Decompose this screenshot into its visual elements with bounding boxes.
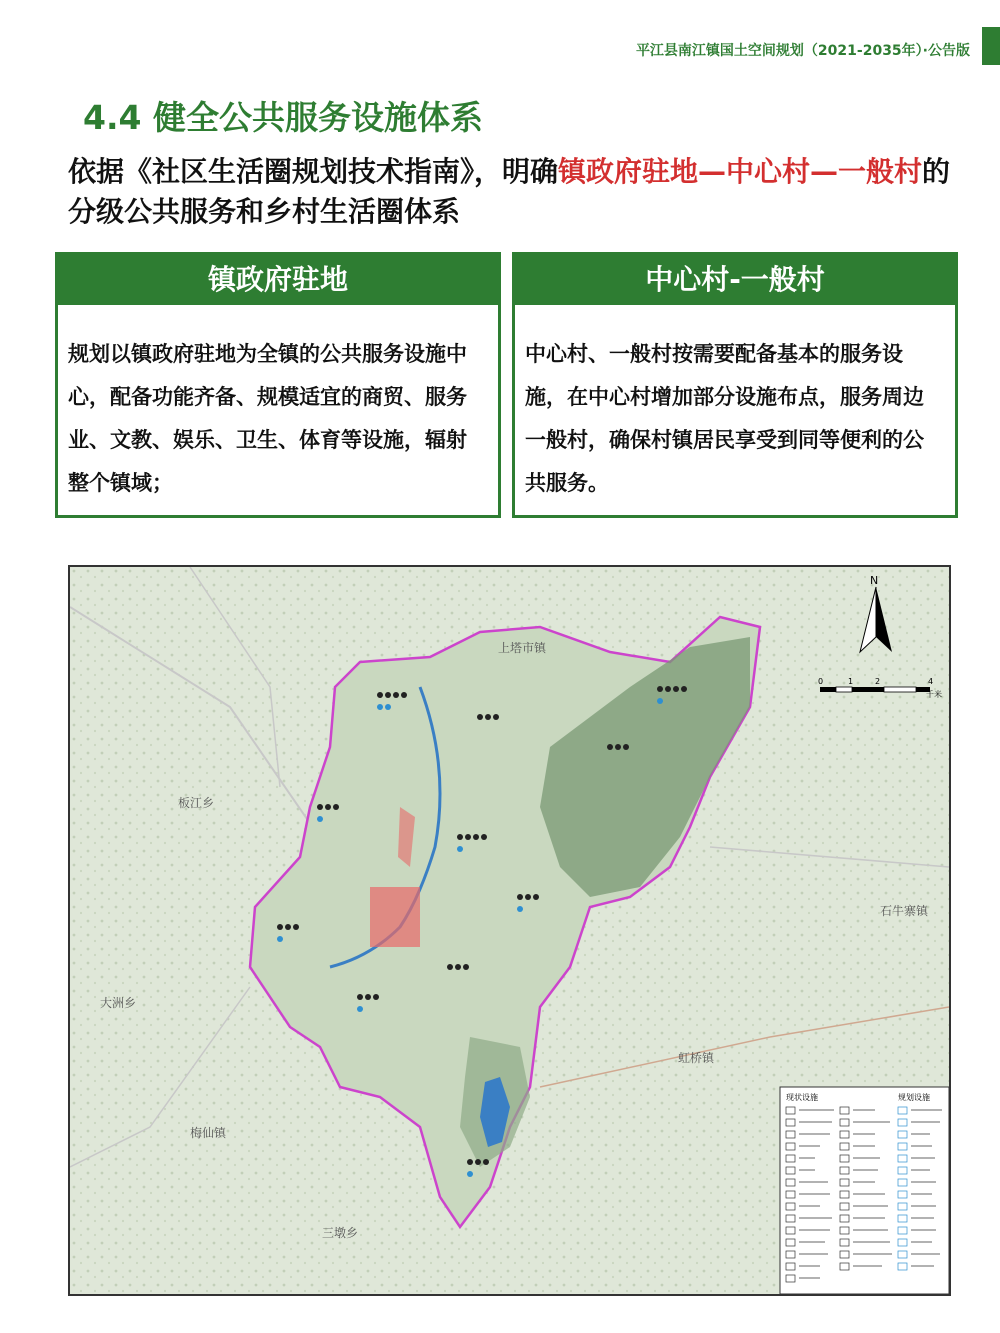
place-name: 梅仙镇 [190,1126,227,1140]
svg-text:0: 0 [818,677,824,686]
town-seat-box-title: 镇政府驻地 [58,255,498,305]
place-name: 虹桥镇 [678,1051,715,1065]
facility-map-drawing [70,567,949,1294]
village-box-body: 中心村、一般村按需要配备基本的服务设施，在中心村增加部分设施布点，服务周边一般村，确保村镇居民享受到同等便利的公共服务。 [525,342,924,495]
town-seat-box [55,252,501,518]
header-accent-bar [982,27,1000,65]
place-name: 板江乡 [178,796,215,810]
place-name: 石牛寨镇 [880,904,929,918]
facility-map [68,565,951,1296]
lead-text-1: 依据《社区生活圈规划技术指南》，明确 [68,155,559,188]
lead-text-2: 的分级公共服务和乡村生活圈体系 [68,155,951,228]
village-box-title: 中心村-一般村 [515,255,955,305]
section-title: 4.4 健全公共服务设施体系 [83,98,483,137]
place-name: 三墩乡 [322,1226,359,1240]
legend-current-title: 现状设施 [786,1093,818,1102]
place-name: 上塔市镇 [498,641,547,655]
svg-text:N: N [870,574,879,587]
map-legend [780,1087,949,1294]
town-seat-box-body: 规划以镇政府驻地为全镇的公共服务设施中心，配备功能齐备、规模适宜的商贸、服务业、文教、娱乐、卫生、体育等设施，辐射整个镇域； [68,342,467,495]
legend-planned-title: 规划设施 [898,1093,930,1102]
lead-highlight: 镇政府驻地—中心村—一般村 [558,155,923,188]
svg-text:千米: 千米 [926,690,942,699]
village-box [512,252,958,518]
document-header-title: 平江县南江镇国土空间规划（2021-2035年）·公告版 [635,43,970,59]
town-center-urban [370,887,420,947]
svg-text:4: 4 [928,677,934,686]
lead-paragraph [68,152,968,232]
place-name: 大洲乡 [100,996,137,1010]
svg-text:2: 2 [875,677,881,686]
svg-text:1: 1 [848,677,854,686]
